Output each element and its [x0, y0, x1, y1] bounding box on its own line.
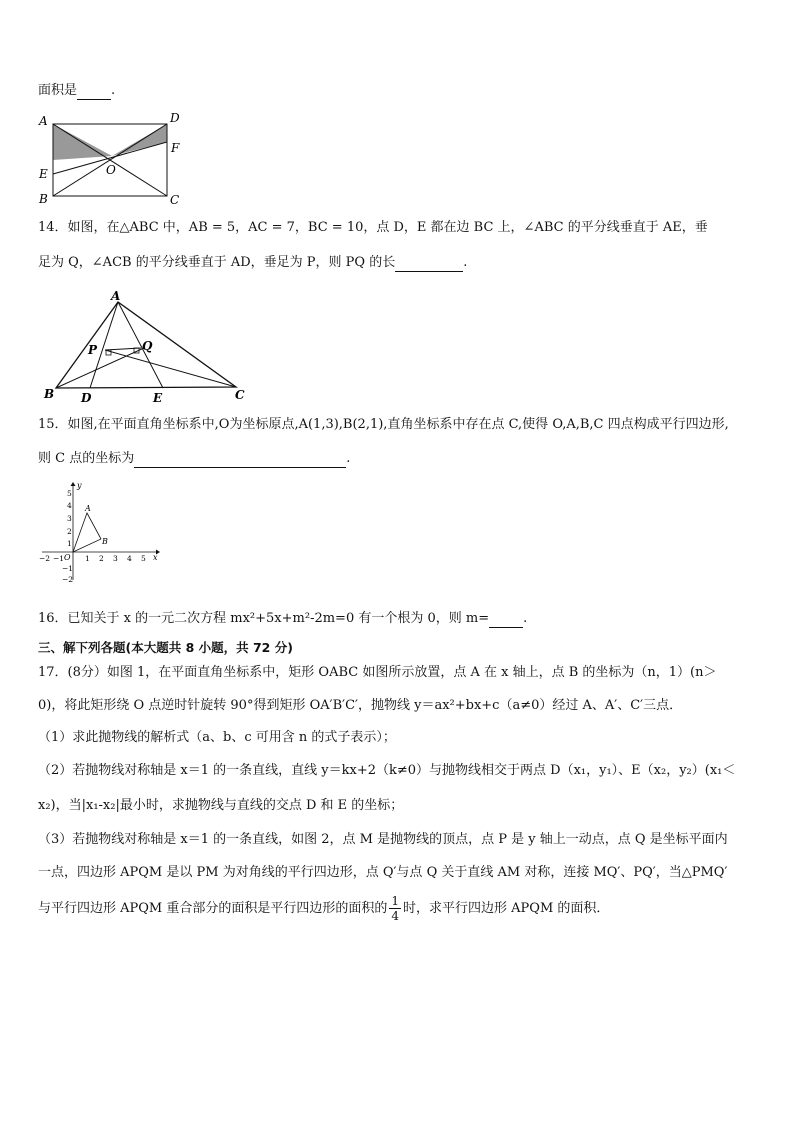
y-tick: 1 [67, 539, 72, 548]
label-a: A [85, 504, 91, 513]
label-e: E [153, 391, 163, 405]
q13-tail: 面积是 . [38, 83, 116, 98]
answer-blank[interactable] [489, 613, 523, 628]
x-tick-labels [39, 554, 146, 563]
x-tick: 2 [99, 554, 104, 563]
label-e: E [39, 167, 48, 181]
bisector-bq [56, 348, 144, 388]
figure-13-rectangle [34, 110, 184, 206]
label-b: B [102, 537, 108, 546]
x-tick: 1 [85, 554, 90, 563]
q14-line2: 足为 Q，∠ACB 的平分线垂直于 AD，垂足为 P，则 PQ 的长 . [38, 255, 468, 270]
y-axis-arrow [71, 482, 76, 486]
q17-part3-line3: 与平行四边形 APQM 重合部分的面积是平行四边形的面积的 $\frac{1}{4}$ 时，求平行四边形 APQM 的面积． [38, 894, 610, 923]
label-p: P [88, 343, 98, 357]
y-tick-labels [62, 489, 73, 584]
x-tick: 5 [141, 554, 146, 563]
label-b: B [44, 387, 55, 401]
label-b: B [39, 192, 48, 206]
x-tick: 3 [113, 554, 118, 563]
origin-label: O [64, 553, 71, 562]
segments-oa-ab-bo [73, 513, 101, 552]
answer-blank[interactable] [134, 453, 346, 468]
y-tick: 4 [67, 501, 72, 510]
label-c: C [170, 193, 180, 206]
bisector-cp [105, 350, 236, 387]
q17-part3-line2: 一点，四边形 APQM 是以 PM 为对角线的平行四边形，点 Q′与点 Q 关于直线 AM 对称，连接 MQ′、PQ′，当△PMQ′ [38, 865, 728, 880]
fraction-one-quarter: $\frac{1}{4}$ [391, 894, 400, 923]
label-d: D [81, 391, 92, 405]
section-title: 三、解下列各题(本大题共 8 小题，共 72 分) [38, 640, 293, 655]
label-c: C [235, 388, 245, 402]
segment-ae [118, 302, 163, 388]
label-a: A [111, 289, 121, 303]
label-o: O [106, 163, 116, 177]
label-q: Q [142, 339, 153, 353]
q14-line1: 14．如图，在△ABC 中，AB = 5，AC = 7，BC = 10，点 D，E 都在边 BC 上，∠ABC 的平分线垂直于 AE，垂 [38, 220, 708, 235]
q15-line2: 则 C 点的坐标为 . [38, 451, 351, 466]
x-tick: −1 [53, 554, 65, 563]
q17-line1: 17．(8分）如图 1，在平面直角坐标系中，矩形 OABC 如图所示放置，点 A 在 x 轴上，点 B 的坐标为（n，1）(n＞ [38, 665, 717, 680]
q16: 16．已知关于 x 的一元二次方程 mx²+5x+m²-2m=0 有一个根为 0，则 m= . [38, 611, 528, 626]
q17-part1: （1）求此抛物线的解析式（a、b、c 可用含 n 的式子表示）； [38, 730, 396, 745]
q17-part3-line1: （3）若抛物线对称轴是 x＝1 的一条直线，如图 2，点 M 是抛物线的顶点，点 P 是 y 轴上一动点，点 Q 是坐标平面内 [38, 832, 728, 847]
label-f: F [171, 141, 180, 155]
answer-blank[interactable] [395, 257, 463, 272]
label-d: D [170, 111, 180, 125]
q17-line2: 0)，将此矩形绕 O 点逆时针旋转 90°得到矩形 OA′B′C′，抛物线 y＝ax²+bx+c（a≠0）经过 A、A′、C′三点． [38, 698, 683, 713]
answer-blank[interactable] [77, 85, 111, 100]
figure-14-triangle [40, 288, 255, 406]
figure-15-coordinate-plane [34, 478, 166, 586]
x-axis-label: x [153, 553, 158, 562]
y-tick: 2 [67, 527, 72, 536]
y-axis-label: y [77, 481, 82, 490]
y-tick: 5 [67, 489, 72, 498]
q17-part2-line1: （2）若抛物线对称轴是 x＝1 的一条直线，直线 y＝kx+2（k≠0）与抛物线相交于两点 D（x₁，y₁）、E（x₂，y₂）(x₁＜ [38, 763, 736, 778]
x-tick: −2 [39, 554, 51, 563]
y-tick: 3 [67, 514, 72, 523]
q15-line1: 15．如图,在平面直角坐标系中,O为坐标原点,A(1,3),B(2,1),直角坐标系中存在点 C,使得 O,A,B,C 四点构成平行四边形, [38, 417, 729, 432]
y-tick: −2 [62, 575, 74, 584]
x-tick: 4 [127, 554, 132, 563]
y-tick: −1 [62, 564, 74, 573]
q17-part2-line2: x₂)，当|x₁-x₂|最小时，求抛物线与直线的交点 D 和 E 的坐标； [38, 798, 404, 813]
label-a: A [39, 114, 48, 128]
